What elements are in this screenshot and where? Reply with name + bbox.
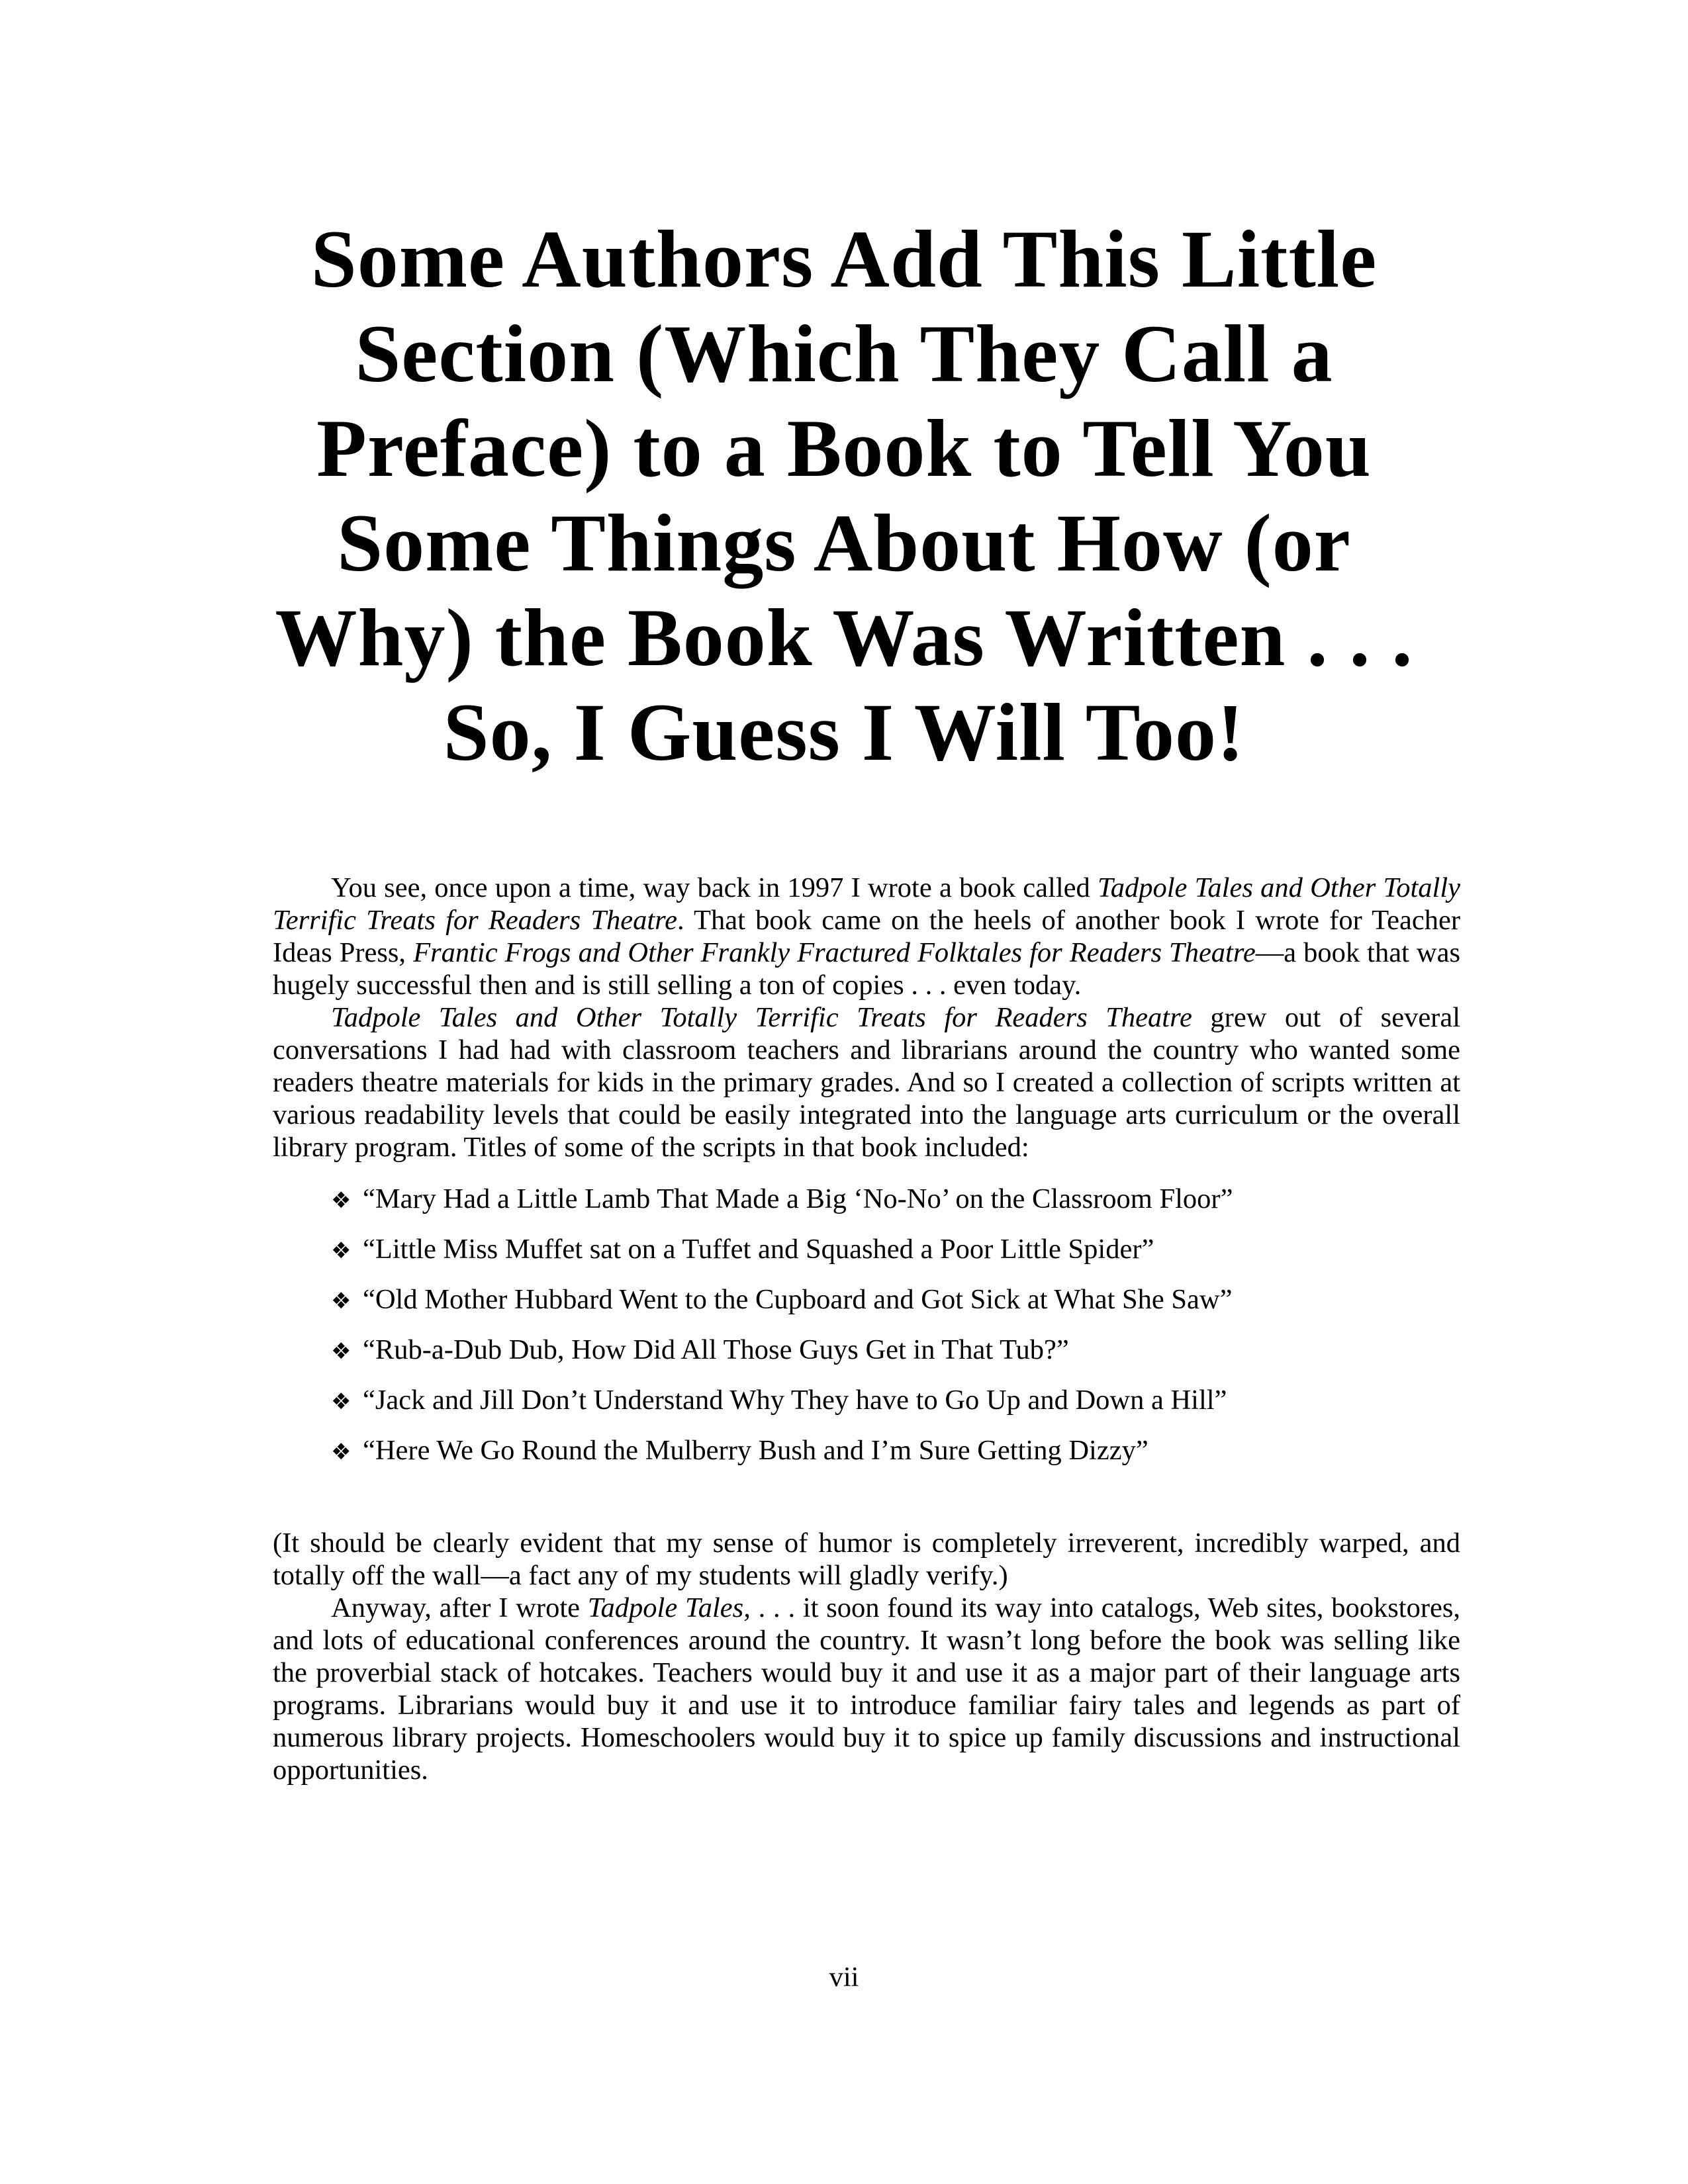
four-diamond-ornament-icon: ❖ — [331, 1388, 352, 1415]
four-diamond-ornament-icon: ❖ — [331, 1439, 352, 1465]
preface-title — [218, 212, 1470, 780]
list-item-text: “Here We Go Round the Mulberry Bush and I’m Sure Getting Dizzy” — [363, 1435, 1149, 1466]
text-run: . . . it soon found its way into catalogs, Web sites, bookstores, and lots of educational conferences around the country. It wasn’t long before the book was selling like the proverbial stack of hotcakes. Teachers would buy it and use it as a major part of their language arts programs. Librarians would buy it and use it to introduce familiar fairy tales and legends as part of numerous library projects. Homeschoolers would buy it to spice up family discussions and instructional opportunities. — [273, 1592, 1461, 1786]
page-number: vii — [829, 1962, 859, 1993]
text-run: grew out of several conversations I had had with classroom teachers and librarians around the country who wanted some readers theatre materials for kids in the primary grades. And so I created a collection of scripts written at various readability levels that could be easily integrated into the language arts curriculum or the overall library program. Titles of some of the scripts in that book included: — [273, 1002, 1461, 1163]
closing-paragraph — [273, 1592, 1460, 1786]
intro-paragraph-2 — [273, 1001, 1460, 1163]
aside-paragraph: (It should be clearly evident that my sense of humor is completely irreverent, incredibly warped, and totally off the wall—a fact any of my students will gladly verify.) — [273, 1527, 1460, 1591]
script-titles-list — [331, 1183, 1456, 1484]
title-line: Some Authors Add This Little — [310, 214, 1378, 304]
title-line: Some Things About How (or — [337, 498, 1351, 588]
list-item — [331, 1233, 1456, 1265]
book-title: Frantic Frogs and Other Frankly Fractured Folktales for Readers Theatre — [413, 937, 1256, 968]
intro-paragraph-1 — [273, 872, 1460, 1001]
book-title: Tadpole Tales, — [587, 1592, 751, 1623]
text-run: You see, once upon a time, way back in 1997 I wrote a book called — [331, 872, 1098, 903]
title-line: So, I Guess I Will Too! — [443, 687, 1245, 778]
list-item — [331, 1334, 1456, 1366]
four-diamond-ornament-icon: ❖ — [331, 1187, 352, 1214]
list-item-text: “Rub-a-Dub Dub, How Did All Those Guys Get in That Tub?” — [363, 1334, 1069, 1365]
text-run: Anyway, after I wrote — [331, 1592, 588, 1623]
four-diamond-ornament-icon: ❖ — [331, 1238, 352, 1264]
text-run: —a book that was hugely successful then and is still selling a ton of copies . . . even today. — [273, 937, 1460, 1001]
list-item-text: “Mary Had a Little Lamb That Made a Big ‘No-No’ on the Classroom Floor” — [363, 1183, 1233, 1214]
four-diamond-ornament-icon: ❖ — [331, 1338, 352, 1365]
list-item — [331, 1283, 1456, 1316]
book-title: Tadpole Tales and Other Totally Terrific Treats for Readers Theatre — [273, 872, 1461, 936]
title-line: Section (Which They Call a — [355, 308, 1333, 399]
list-item — [331, 1384, 1456, 1416]
list-item-text: “Little Miss Muffet sat on a Tuffet and Squashed a Poor Little Spider” — [363, 1234, 1154, 1265]
list-item — [331, 1183, 1456, 1215]
list-item-text: “Old Mother Hubbard Went to the Cupboard and Got Sick at What She Saw” — [363, 1284, 1233, 1315]
closing-section — [273, 1527, 1460, 1786]
four-diamond-ornament-icon: ❖ — [331, 1288, 352, 1314]
list-item — [331, 1434, 1456, 1467]
intro-section — [273, 872, 1460, 1163]
title-line: Why) the Book Was Written . . . — [275, 592, 1413, 683]
title-line: Preface) to a Book to Tell You — [316, 403, 1372, 494]
book-title: Tadpole Tales and Other Totally Terrific Treats for Readers Theatre — [331, 1002, 1192, 1033]
list-item-text: “Jack and Jill Don’t Understand Why They have to Go Up and Down a Hill” — [363, 1385, 1227, 1416]
text-run: . That book came on the heels of another book I wrote for Teacher Ideas Press, — [273, 905, 1460, 968]
